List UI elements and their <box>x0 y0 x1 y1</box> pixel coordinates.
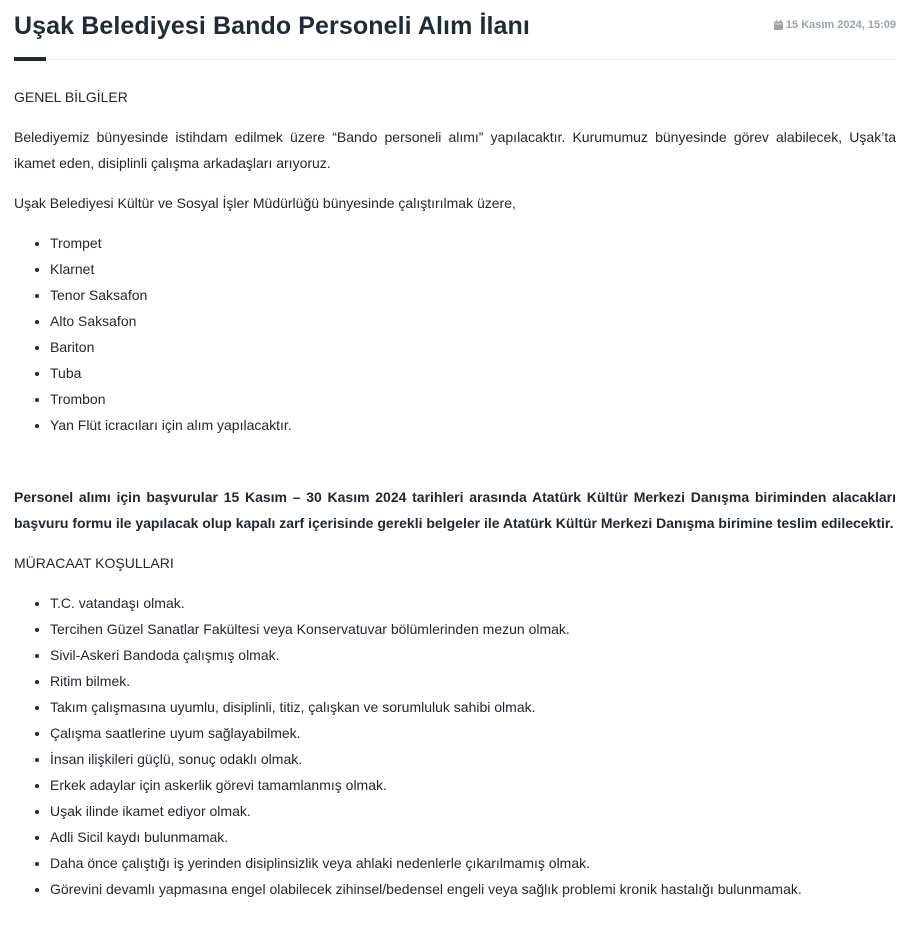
list-item: • Adli Sicil kaydı bulunmamak. <box>50 824 896 850</box>
list-item: • Trompet <box>50 230 896 256</box>
intro-paragraph: Belediyemiz bünyesinde istihdam edilmek üzere “Bando personeli alımı” yapılacaktır. Kurumumuz bünyesinde görev alabilecek, Uşak’ta ikamet eden, disiplinli çalışma arkadaşları arıyoruz. <box>14 129 896 171</box>
publish-date <box>774 19 896 31</box>
title-divider <box>14 59 896 60</box>
list-item: • Yan Flüt icracıları için alım yapılacaktır. <box>50 412 896 438</box>
general-info-heading: GENEL BİLGİLER <box>14 89 128 105</box>
conditions-list <box>14 590 896 902</box>
list-item: • T.C. vatandaşı olmak. <box>50 590 896 616</box>
instrument-list <box>14 230 896 438</box>
list-item: • Görevini devamlı yapmasına engel olabilecek zihinsel/bedensel engeli veya sağlık problemi kronik hastalığı bulunmamak. <box>50 876 896 902</box>
list-item: • Sivil-Askeri Bandoda çalışmış olmak. <box>50 642 896 668</box>
list-item: • Daha önce çalıştığı iş yerinden disiplinsizlik veya ahlaki nedenlerle çıkarılmamış olmak. <box>50 850 896 876</box>
spacer <box>14 438 896 484</box>
list-item: • Tercihen Güzel Sanatlar Fakültesi veya Konservatuvar bölümlerinden mezun olmak. <box>50 616 896 642</box>
date-text: 15 Kasım 2024, 15:09 <box>785 19 896 31</box>
application-paragraph: Personel alımı için başvurular 15 Kasım – 30 Kasım 2024 tarihleri arasında Atatürk Kültür Merkezi Danışma biriminden alacakları başvuru formu ile yapılacak olup kapalı zarf içerisinde gerekli belgeler ile Atatürk Kültür Merkezi Danışma birimine teslim edilecektir. <box>14 489 896 531</box>
list-item: • Uşak ilinde ikamet ediyor olmak. <box>50 798 896 824</box>
list-item: • Alto Saksafon <box>50 308 896 334</box>
list-item: • Ritim bilmek. <box>50 668 896 694</box>
list-item: • Tuba <box>50 360 896 386</box>
list-item: • Klarnet <box>50 256 896 282</box>
department-paragraph: Uşak Belediyesi Kültür ve Sosyal İşler Müdürlüğü bünyesinde çalıştırılmak üzere, <box>14 195 516 211</box>
list-item: • Takım çalışmasına uyumlu, disiplinli, titiz, çalışkan ve sorumluluk sahibi olmak. <box>50 694 896 720</box>
list-item: • Çalışma saatlerine uyum sağlayabilmek. <box>50 720 896 746</box>
list-item: • Erkek adaylar için askerlik görevi tamamlanmış olmak. <box>50 772 896 798</box>
page-title: Uşak Belediyesi Bando Personeli Alım İlanı <box>14 12 530 40</box>
list-item: • Tenor Saksafon <box>50 282 896 308</box>
list-item: • İnsan ilişkileri güçlü, sonuç odaklı olmak. <box>50 746 896 772</box>
list-item: • Trombon <box>50 386 896 412</box>
calendar-icon <box>774 20 783 30</box>
title-accent-bar <box>14 57 46 61</box>
conditions-heading: MÜRACAAT KOŞULLARI <box>14 555 174 571</box>
article-body <box>14 84 896 902</box>
list-item: • Bariton <box>50 334 896 360</box>
